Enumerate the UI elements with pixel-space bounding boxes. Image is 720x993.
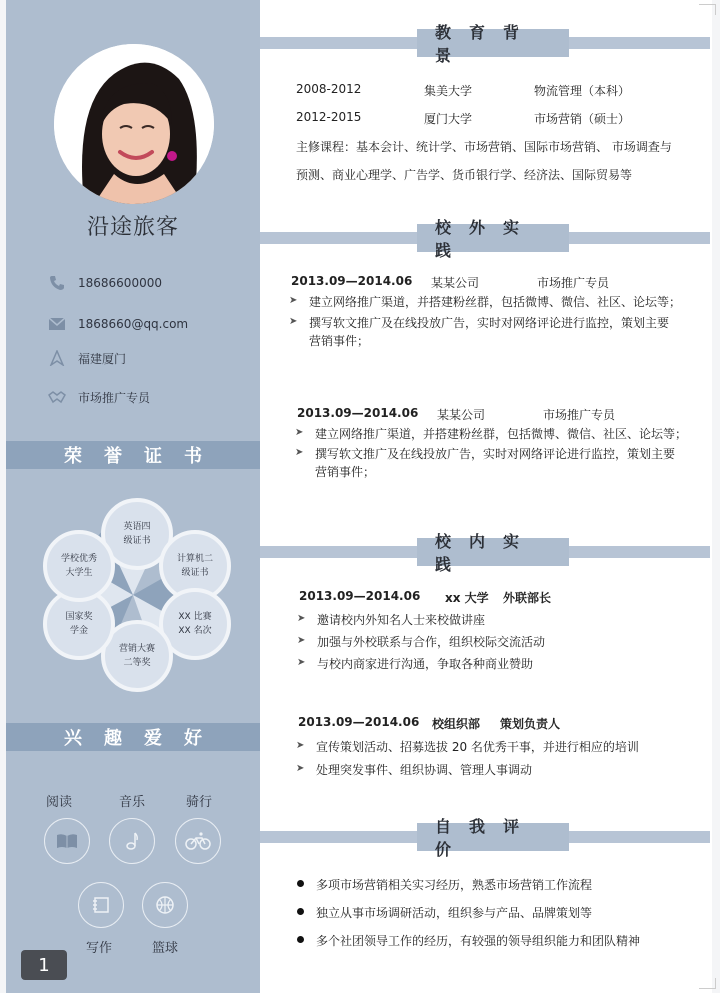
bullet-dot-icon [297, 936, 304, 943]
external-practice-heading: 校外实践 [417, 224, 569, 252]
bicycle-icon [175, 818, 221, 864]
email-address: 1868660@qq.com [78, 317, 189, 331]
practice-org: 某某公司 [431, 276, 480, 290]
honor-competition: XX 比赛 XX 名次 [159, 588, 231, 660]
music-note-icon [109, 818, 155, 864]
edu-period: 2008-2012 [296, 82, 362, 96]
notebook-icon [78, 882, 124, 928]
honor-cet4: 英语四 级证书 [101, 498, 173, 570]
honors-diagram [6, 490, 260, 700]
arrow-bullet-icon: ➤ [289, 316, 298, 327]
practice-bullet: 邀请校内外知名人士来校做讲座 [317, 613, 486, 627]
practice-bullet: 与校内商家进行沟通，争取各种商业赞助 [317, 657, 534, 671]
navigation-arrow-icon [46, 350, 68, 366]
basketball-icon [142, 882, 188, 928]
honor-marketing-contest: 营销大赛 二等奖 [101, 620, 173, 692]
practice-bullet: 建立网络推广渠道，并搭建粉丝群，包括微博、微信、社区、论坛等； [315, 427, 688, 441]
page-corner-mark [699, 978, 716, 989]
edu-school: 厦门大学 [424, 112, 473, 126]
contact-location [46, 348, 256, 368]
self-eval-item: 独立从事市场调研活动，组织参与产品、品牌策划等 [316, 906, 593, 920]
practice-bullet: 加强与外校联系与合作，组织校际交流活动 [317, 635, 546, 649]
hobby-label-basketball: 篮球 [152, 941, 179, 956]
edu-period: 2012-2015 [296, 110, 362, 124]
hobbies-heading: 兴趣爱好 [6, 723, 260, 751]
self-eval-item: 多项市场营销相关实习经历，熟悉市场营销工作流程 [316, 878, 593, 892]
edu-school: 集美大学 [424, 84, 473, 98]
practice-period: 2013.09—2014.06 [299, 589, 421, 603]
practice-bullet: 撰写软文推广及在线投放广告，实时对网络评论进行监控，策划主要 [309, 316, 670, 330]
page-number-badge: 1 [21, 950, 67, 980]
hobby-label-writing: 写作 [86, 941, 113, 956]
practice-bullet: 营销事件； [309, 334, 370, 348]
practice-org: 校组织部 [432, 717, 481, 731]
arrow-bullet-icon: ➤ [295, 427, 304, 438]
mail-icon [46, 317, 68, 331]
education-heading: 教育背景 [417, 29, 569, 57]
edu-major: 市场营销（硕士） [534, 112, 631, 126]
arrow-bullet-icon: ➤ [297, 613, 306, 624]
self-evaluation-heading: 自我评价 [417, 823, 569, 851]
location-text: 福建厦门 [78, 351, 127, 366]
arrow-bullet-icon: ➤ [295, 447, 304, 458]
practice-role: 市场推广专员 [537, 276, 610, 290]
honor-computer: 计算机二 级证书 [159, 530, 231, 602]
edu-major: 物流管理（本科） [534, 84, 631, 98]
phone-icon [46, 275, 68, 291]
practice-role: 外联部长 [503, 591, 552, 605]
contact-phone [46, 273, 256, 293]
practice-period: 2013.09—2014.06 [298, 715, 420, 729]
arrow-bullet-icon: ➤ [297, 657, 306, 668]
profile-photo [54, 44, 214, 204]
book-icon [44, 818, 90, 864]
practice-bullet: 撰写软文推广及在线投放广告，实时对网络评论进行监控，策划主要 [315, 447, 676, 461]
arrow-bullet-icon: ➤ [297, 635, 306, 646]
arrow-bullet-icon: ➤ [296, 740, 305, 751]
honors-heading: 荣誉证书 [6, 441, 260, 469]
edu-courses: 主修课程：基本会计、统计学、市场营销、国际市场营销、 市场调查与 [296, 140, 672, 154]
bullet-dot-icon [297, 880, 304, 887]
phone-number: 18686600000 [78, 276, 162, 290]
practice-org: xx 大学 [445, 591, 489, 605]
hobby-label-reading: 阅读 [46, 795, 73, 810]
practice-period: 2013.09—2014.06 [297, 406, 419, 420]
arrow-bullet-icon: ➤ [296, 763, 305, 774]
hobby-label-music: 音乐 [119, 795, 146, 810]
candidate-name: 沿途旅客 [86, 215, 179, 240]
practice-org: 某某公司 [437, 408, 486, 422]
arrow-bullet-icon: ➤ [289, 295, 298, 306]
handshake-icon [46, 389, 68, 405]
internal-practice-heading: 校内实践 [417, 538, 569, 566]
edu-courses: 预测、商业心理学、广告学、货币银行学、经济法、国际贸易等 [296, 168, 633, 182]
hobby-label-cycling: 骑行 [186, 795, 213, 810]
practice-role: 策划负责人 [500, 717, 561, 731]
bullet-dot-icon [297, 908, 304, 915]
practice-bullet: 处理突发事件、组织协调、管理人事调动 [316, 763, 533, 777]
position-text: 市场推广专员 [78, 390, 151, 405]
practice-period: 2013.09—2014.06 [291, 274, 413, 288]
self-eval-item: 多个社团领导工作的经历，有较强的领导组织能力和团队精神 [316, 934, 641, 948]
contact-position [46, 387, 256, 407]
honor-scholarship: 国家奖 学金 [43, 588, 115, 660]
practice-role: 市场推广专员 [543, 408, 616, 422]
honor-excellent-student: 学校优秀 大学生 [43, 530, 115, 602]
practice-bullet: 宣传策划活动、招募选拔 20 名优秀干事，并进行相应的培训 [316, 740, 639, 754]
practice-bullet: 营销事件； [315, 465, 376, 479]
page-corner-mark [699, 4, 716, 15]
practice-bullet: 建立网络推广渠道，并搭建粉丝群，包括微博、微信、社区、论坛等； [309, 295, 682, 309]
contact-email [46, 314, 256, 334]
